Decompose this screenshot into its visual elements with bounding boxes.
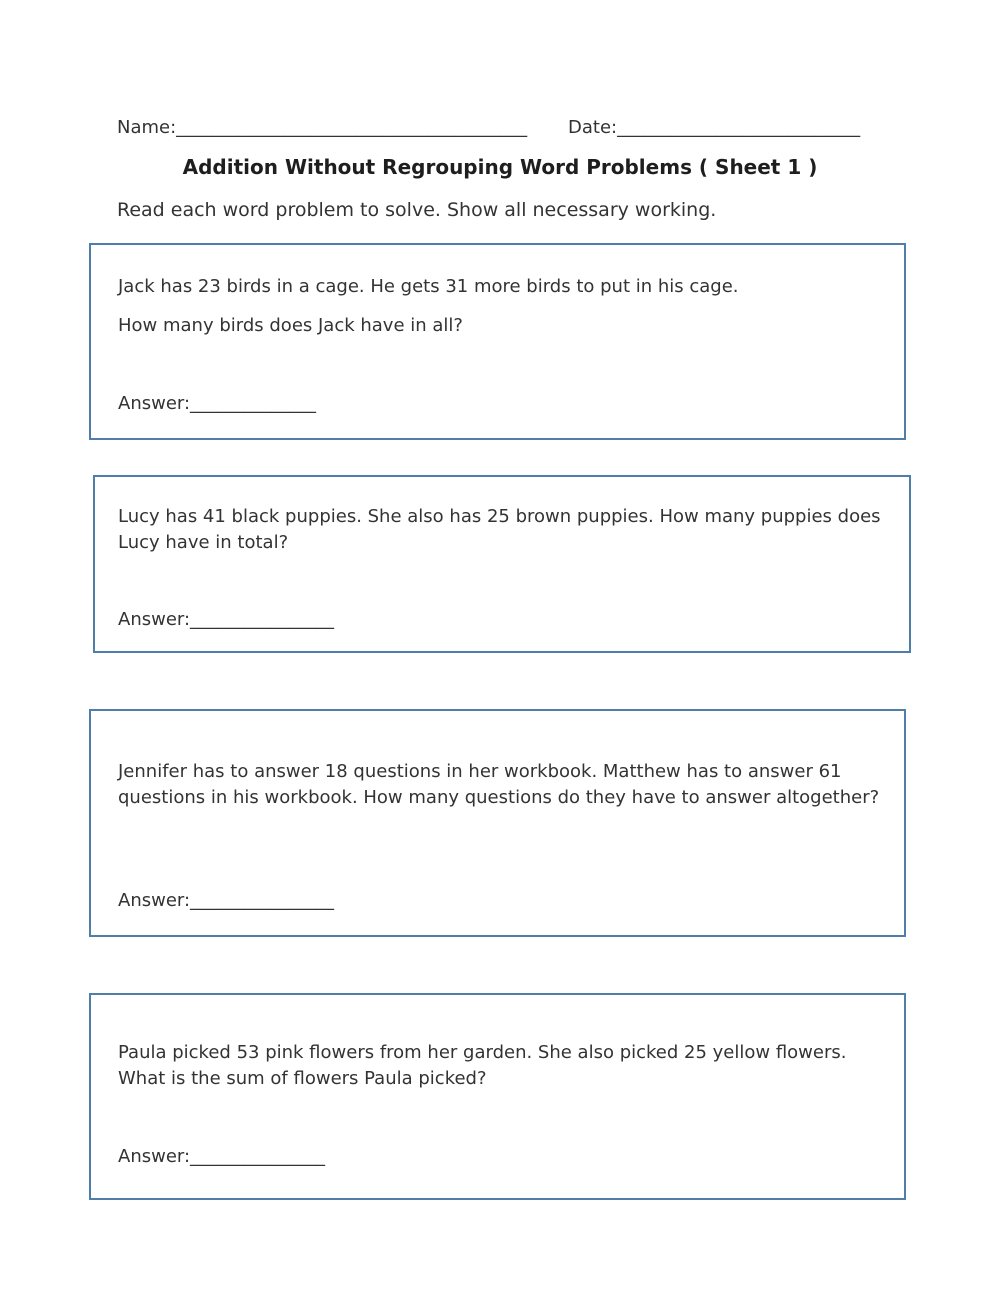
problem-3-answer: Answer:________________ — [118, 890, 335, 911]
instructions: Read each word problem to solve. Show all necessary working. — [117, 199, 717, 221]
problem-3-text: Jennifer has to answer 18 questions in her workbook. Matthew has to answer 61 questions in his workbook. How many questions do they have to answer altogether? — [118, 761, 880, 808]
problem-2-text: Lucy has 41 black puppies. She also has 25 brown puppies. How many puppies does Lucy have in total? — [118, 506, 881, 553]
problem-4-answer: Answer:_______________ — [118, 1146, 326, 1167]
date-field-label: Date:___________________________ — [568, 117, 861, 138]
problem-box-4 — [89, 993, 906, 1200]
worksheet-title: Addition Without Regrouping Word Problems ( Sheet 1 ) — [182, 155, 818, 179]
name-field-label: Name:_______________________________________ — [117, 117, 528, 138]
problem-1-answer: Answer:______________ — [118, 393, 317, 414]
problem-box-3 — [89, 709, 906, 937]
problem-2-answer: Answer:________________ — [118, 609, 335, 630]
problem-box-2 — [93, 475, 911, 653]
problem-box-1 — [89, 243, 906, 440]
problem-1-line-1: Jack has 23 birds in a cage. He gets 31 more birds to put in his cage. — [118, 276, 739, 297]
problem-1-line-2: How many birds does Jack have in all? — [118, 315, 463, 336]
problem-4-text: Paula picked 53 pink flowers from her garden. She also picked 25 yellow flowers. What is the sum of flowers Paula picked? — [118, 1042, 847, 1089]
